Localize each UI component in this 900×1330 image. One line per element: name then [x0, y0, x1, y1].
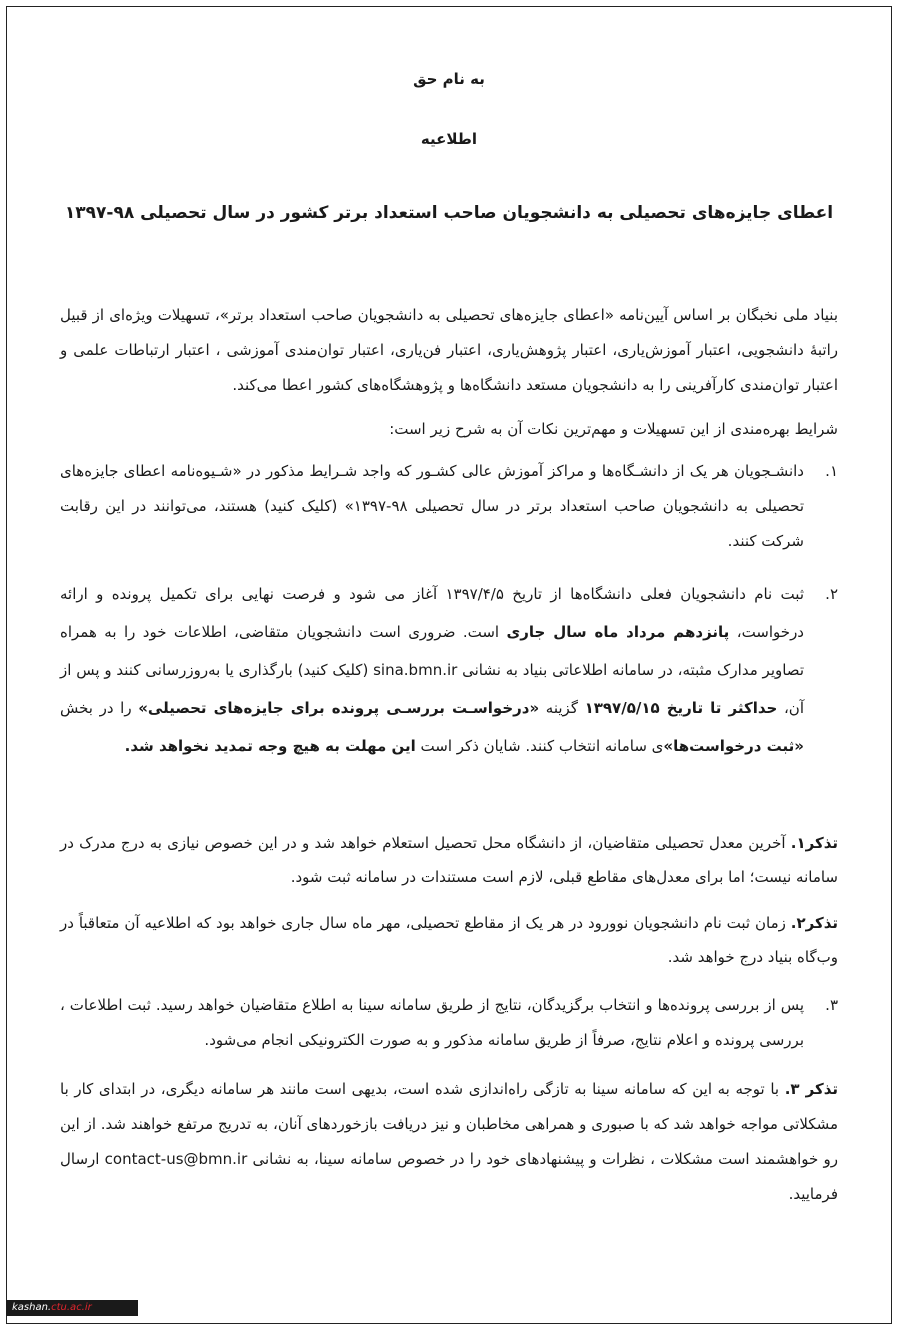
- text-run: ثبت نام دانشجویان فعلی دانشگاه‌ها از تاریخ ۱۳۹۷/۴/۵ آغاز می شود و فرصت نهایی برای تکمیل پرونده و ارائه درخواست،: [60, 585, 804, 641]
- text-run: گزینه: [539, 699, 585, 717]
- item-text: دانشـجویان هر یک از دانشـگاه‌ها و مراکز آموزش عالی کشـور که واجد شـرایط مذکور در «شـیوه‌نامه اعطای جایزه‌های تحصیلی به دانشجویان صاحب استعداد برتر در سال تحصیلی ۹۸-۱۳۹۷» (کلیک کنید) هستند، می‌توانند در این رقابت شرکت کنند.: [60, 462, 805, 550]
- note: [60, 906, 838, 974]
- item-text: پس از بررسی پرونده‌ها و انتخاب برگزیدگان، نتایج از طریق سامانه سینا به اطلاع متقاضیان خواهد رسید. ثبت اطلاعات ، بررسی پرونده و اعلام نتایج، صرفاً از طریق سامانه مذکور و به صورت الکترونیکی انجام می‌شود.: [60, 996, 804, 1049]
- list-item: [60, 575, 838, 765]
- option-name: «درخواسـت بررسـی پرونده برای جایزه‌های تحصیلی»: [138, 699, 540, 717]
- item-number: ۲.: [825, 585, 838, 603]
- intro-paragraph: بنیاد ملی نخبگان بر اساس آیین‌نامه «اعطای جایزه‌های تحصیلی به دانشجویان صاحب استعداد برتر»، تسهیلات ویژه‌ای از قبیل راتبهٔ دانشجویی، اعتبار آموزش‌یاری، اعتبار پژوهش‌یاری، اعتبار فن‌یاری، اعتبار توان‌مندی آموزشی ، اعتبار ارتباطات علمی و اعتبار توان‌مندی کارآفرینی را به دانشجویان مستعد دانشگاه‌ها و پژوهشگاه‌های کشور اعطا می‌کند.: [60, 306, 838, 394]
- sina-link[interactable]: sina.bmn.ir: [373, 661, 458, 679]
- deadline-date: حداکثر تا تاریخ ۱۳۹۷/۵/۱۵: [584, 699, 778, 717]
- note: [60, 1072, 838, 1212]
- basmala-heading: به نام حق: [413, 70, 485, 88]
- note-text: آخرین معدل تحصیلی متقاضیان، از دانشگاه محل تحصیل استعلام خواهد شد و در این خصوص نیازی به درج مدرک در سامانه نیست؛ اما برای معدل‌های مقاطع قبلی، لازم است مستندات در سامانه ثبت شود.: [60, 834, 838, 886]
- text-run: ی سامانه انتخاب کنند. شایان ذکر است: [415, 737, 664, 755]
- text-run: است. ضروری است دانشجویان متقاضی، اطلاعات خود را به همراه تصاویر مدارک مثبته، در سامانه اطلاعاتی بنیاد به نشانی: [60, 623, 804, 679]
- note-label: تذکر۱.: [790, 834, 838, 852]
- note-text-tail: ارسال فرمایید.: [60, 1150, 838, 1203]
- item-text: [60, 575, 804, 765]
- note-label: تذکر۲.: [790, 914, 838, 932]
- item-number: ۱.: [825, 462, 838, 480]
- deadline-highlight: پانزدهم مرداد ماه سال جاری: [506, 623, 730, 641]
- contact-email-link[interactable]: contact-us@bmn.ir: [104, 1150, 248, 1168]
- note-text: با توجه به این که سامانه سینا به تازگی راه‌اندازی شده است، بدیهی است مانند هر سامانه دیگری، در ابتدای کار با مشکلاتی مواجه خواهد شد که با صبوری و همراهی مخاطبان و نیز دریافت بازخوردهای آنان، به تدریج مرتفع خواهند شد. از این رو خواهشمند است مشکلات ، نظرات و پیشنهادهای خود را در خصوص سامانه سینا، به نشانی: [60, 1080, 839, 1168]
- note-text: زمان ثبت نام دانشجویان نوورود در هر یک از مقاطع تحصیلی، مهر ماه سال جاری خواهد بود که اطلاعیه آن متعاقباً در وب‌گاه بنیاد درج خواهد شد.: [60, 914, 838, 966]
- note: [60, 826, 838, 894]
- text-run: را در بخش: [60, 699, 139, 717]
- item-number: ۳.: [825, 996, 838, 1014]
- site-watermark: [6, 1300, 138, 1316]
- site-domain: ctu.ac.ir: [51, 1302, 92, 1313]
- list-item: [60, 988, 838, 1058]
- site-name: kashan.: [12, 1302, 52, 1313]
- no-extension-notice: این مهلت به هیچ وجه تمدید نخواهد شد.: [124, 737, 416, 755]
- conditions-lead: شرایط بهره‌مندی از این تسهیلات و مهم‌ترین نکات آن به شرح زیر است:: [389, 420, 838, 438]
- notice-heading: اطلاعیه: [420, 130, 478, 148]
- note-label: تذکر ۳.: [784, 1080, 838, 1098]
- document-title: اعطای جایزه‌های تحصیلی به دانشجویان صاحب استعداد برتر کشور در سال تحصیلی ۹۸-۱۳۹۷: [64, 203, 834, 223]
- text-run: (کلیک کنید) بارگذاری یا به‌روزرسانی کنند و پس از آن،: [60, 661, 804, 717]
- list-item: [60, 454, 838, 559]
- section-name: «ثبت درخواست‌ها»: [663, 737, 804, 755]
